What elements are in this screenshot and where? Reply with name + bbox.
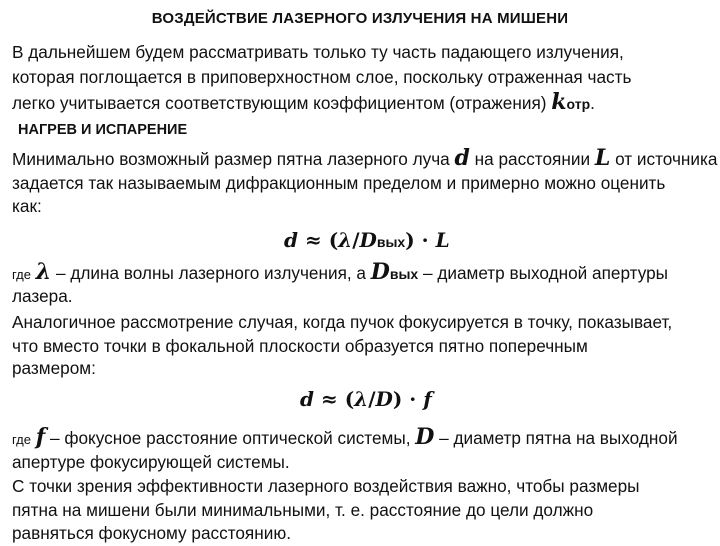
para2-text-c: от источника bbox=[615, 149, 718, 169]
formula2-approx: ≈ bbox=[320, 387, 338, 411]
formula1-D-sub: вых bbox=[376, 234, 406, 250]
where2-line-1 bbox=[12, 425, 712, 452]
L-symbol: L bbox=[594, 145, 611, 171]
formula1-lambda: λ bbox=[338, 228, 353, 252]
intro-line-3-text: легко учитывается соответствующим коэффициентом (отражения) bbox=[12, 93, 547, 113]
where1-text-2: – диаметр выходной апертуры bbox=[422, 263, 669, 283]
where1-D: D bbox=[370, 259, 390, 285]
where2-gde: где bbox=[12, 432, 31, 447]
formula2-f: f bbox=[423, 387, 432, 411]
formula1-D: D bbox=[359, 228, 377, 252]
where1-gde: где bbox=[12, 267, 31, 282]
where1-lambda: λ bbox=[35, 259, 52, 285]
para4-line-2: пятна на мишени были минимальными, т. е. расстояние до цели должно bbox=[12, 500, 594, 520]
where2-D: D bbox=[415, 424, 435, 450]
formula1-lparen: ( bbox=[328, 228, 339, 252]
formula-diffraction-limit bbox=[284, 228, 450, 252]
para4-line-1: С точки зрения эффективности лазерного воздействия важно, чтобы размеры bbox=[12, 476, 640, 496]
formula2-rparen: ) bbox=[392, 387, 403, 411]
formula2-slash: / bbox=[368, 387, 376, 411]
where2-f: f bbox=[35, 424, 46, 450]
formula1-dot: · bbox=[421, 228, 429, 252]
para2-line-3: как: bbox=[12, 196, 42, 216]
formula1-rparen: ) bbox=[405, 228, 415, 252]
formula2-lparen: ( bbox=[344, 387, 355, 411]
formula-focal-spot bbox=[300, 387, 432, 411]
intro-line-3 bbox=[12, 90, 712, 117]
where1-text-1: – длина волны лазерного излучения, а bbox=[55, 263, 366, 283]
formula1-d: d bbox=[284, 228, 298, 252]
formula2-dot: · bbox=[409, 387, 417, 411]
where1-D-sub: вых bbox=[389, 266, 419, 282]
formula1-L: L bbox=[435, 228, 450, 252]
where2-text-2: – диаметр пятна на выходной bbox=[439, 428, 678, 448]
k-symbol: k bbox=[551, 89, 567, 115]
formula2-lambda: λ bbox=[354, 387, 369, 411]
where1-line-2: лазера. bbox=[12, 286, 73, 306]
formula1-approx: ≈ bbox=[304, 228, 322, 252]
k-subscript: отр bbox=[566, 96, 591, 112]
para3-line-2: что вместо точки в фокальной плоскости образуется пятно поперечным bbox=[12, 336, 588, 356]
k-end: . bbox=[590, 93, 595, 113]
intro-line-1: В дальнейшем будем рассматривать только ту часть падающего излучения, bbox=[12, 42, 624, 62]
where2-line-2: апертуре фокусирующей системы. bbox=[12, 452, 290, 472]
where1-line-1 bbox=[12, 260, 712, 287]
para2-text-b: на расстоянии bbox=[474, 149, 591, 169]
para2-line-2: задается так называемым дифракционным пределом и примерно можно оценить bbox=[12, 173, 666, 193]
para2-line-1 bbox=[12, 145, 718, 172]
para2-text-a: Минимально возможный размер пятна лазерного луча bbox=[12, 149, 450, 169]
formula2-d: d bbox=[300, 387, 314, 411]
para3-line-1: Аналогичное рассмотрение случая, когда пучок фокусируется в точку, показывает, bbox=[12, 312, 673, 332]
where2-text-1: – фокусное расстояние оптической системы, bbox=[50, 428, 411, 448]
para3-line-3: размером: bbox=[12, 358, 96, 378]
intro-line-2: которая поглощается в приповерхностном слое, поскольку отраженная часть bbox=[12, 67, 632, 87]
para4-line-3: равняться фокусному расстоянию. bbox=[12, 523, 291, 543]
formula2-D: D bbox=[375, 387, 393, 411]
slide-title: ВОЗДЕЙСТВИЕ ЛАЗЕРНОГО ИЗЛУЧЕНИЯ НА МИШЕНИ bbox=[151, 10, 569, 27]
d-symbol: d bbox=[454, 145, 470, 171]
formula1-slash: / bbox=[352, 228, 360, 252]
section-heading: НАГРЕВ И ИСПАРЕНИЕ bbox=[18, 122, 188, 138]
